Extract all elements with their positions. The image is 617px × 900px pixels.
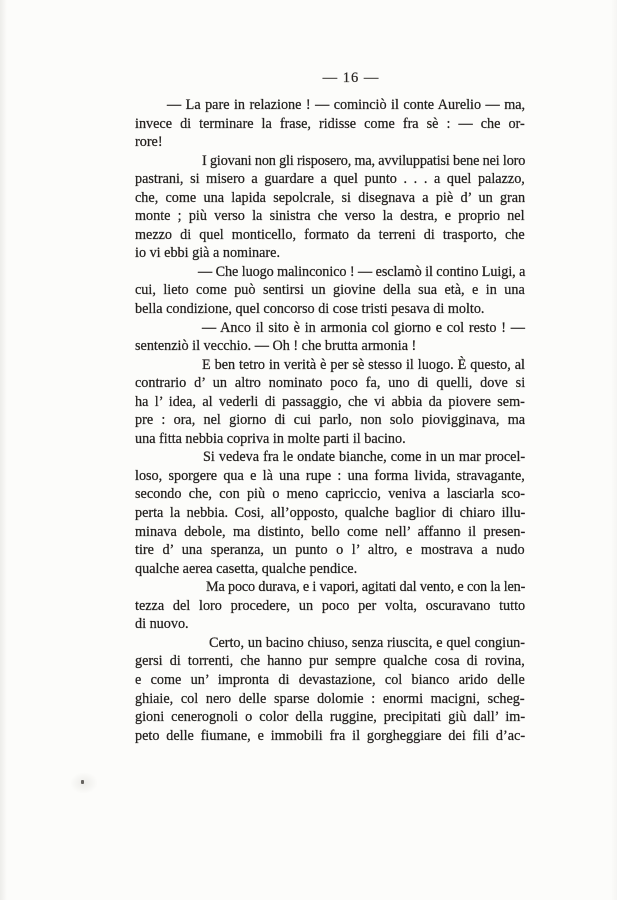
text-line — [135, 189, 525, 208]
text-line-content: peto delle fiumane, e immobili fra il gorgheggiare dei fili d’ac- — [135, 727, 526, 744]
text-line — [135, 467, 525, 486]
text-line — [135, 170, 525, 189]
text-line-content: — Che luogo malinconico ! — esclamò il contino Luigi, a — [198, 263, 526, 280]
text-line — [135, 263, 525, 282]
text-line — [135, 226, 525, 245]
text-line-content: di nuovo. — [135, 616, 189, 633]
scan-smudge — [70, 772, 98, 794]
text-line — [135, 541, 525, 560]
text-line-content: contrario d’ un altro nominato poco fa, uno di quelli, dove si — [135, 375, 526, 392]
text-line — [135, 615, 525, 634]
text-line-content: — Anco il sito è in armonia col giorno e col resto ! — — [202, 319, 525, 336]
text-line — [135, 560, 525, 579]
text-line-content: minava debole, ma distinto, bello come nell’ affanno il presen- — [135, 523, 526, 540]
text-line-content: cui, lieto come può sentirsi un giovine della sua età, e in una — [135, 282, 525, 299]
text-line — [135, 411, 525, 430]
text-line — [135, 727, 525, 746]
text-line-content: gersi di torrenti, che hanno pur sempre qualche cosa di rovina, — [135, 653, 525, 670]
text-line-content: rore! — [135, 134, 163, 151]
text-line — [135, 393, 525, 412]
text-line-content: una fitta nebbia copriva in molte parti il bacino. — [135, 430, 406, 447]
text-line-content: secondo che, con più o meno capriccio, veniva a lasciarla sco- — [135, 486, 525, 503]
text-line — [135, 207, 525, 226]
text-line-content: invece di terminare la frase, ridisse come fra sè : — che or- — [135, 115, 525, 132]
text-line-content: pre : ora, nel giorno di cui parlo, non solo piovigginava, ma — [135, 412, 526, 429]
text-line — [135, 578, 525, 597]
text-line-content: sentenziò il vecchio. — Oh ! che brutta armonia ! — [135, 338, 417, 355]
text-line — [135, 356, 525, 375]
text-line — [135, 96, 525, 115]
text-line-content: pastrani, si misero a guardare a quel punto . . . a quel palazzo, — [135, 171, 525, 188]
text-line-content: gioni cenerognoli o color della ruggine, precipitati giù dall’ im- — [135, 709, 526, 726]
text-line — [135, 300, 525, 319]
text-line — [135, 671, 525, 690]
text-line-content: e come un’ impronta di devastazione, col bianco arido delle — [135, 671, 525, 688]
text-line-content: ha l’ idea, al vederli di passaggio, che vi abbia da piovere sem- — [135, 393, 525, 410]
text-line-content: qualche aerea casetta, qualche pendice. — [135, 560, 358, 577]
text-line-content: Certo, un bacino chiuso, senza riuscita, e quel congiun- — [209, 634, 526, 651]
text-line — [135, 374, 525, 393]
text-line — [135, 504, 525, 523]
text-line — [135, 597, 525, 616]
text-line — [135, 448, 525, 467]
text-line — [135, 115, 525, 134]
text-line — [135, 690, 525, 709]
text-line — [135, 319, 525, 338]
text-line — [135, 244, 525, 263]
text-line-content: loso, sporgere qua e là una rupe : una forma livida, stravagante, — [135, 467, 525, 484]
page-text — [135, 96, 525, 745]
text-line-content: Si vedeva fra le ondate bianche, come in un mar procel- — [203, 449, 526, 466]
text-line — [135, 337, 525, 356]
text-line-content: tezza del loro procedere, un poco per volta, oscuravano tutto — [135, 597, 526, 614]
text-line — [135, 708, 525, 727]
text-line-content: tire d’ una speranza, un punto o l’ altro, e mostrava a nudo — [135, 542, 525, 559]
text-line-content: mezzo di quel monticello, formato da terreni di trasporto, che — [135, 226, 525, 243]
text-line-content: I giovani non gli risposero, ma, avviluppatisi bene nei loro — [202, 152, 526, 169]
text-line — [135, 133, 525, 152]
text-line-content: ghiaie, col nero delle sparse dolomie : enormi macigni, scheg- — [135, 690, 525, 707]
text-line — [135, 485, 525, 504]
text-line-content: che, come una lapida sepolcrale, si disegnava a piè d’ un gran — [135, 189, 526, 206]
text-line-content: monte ; più verso la sinistra che verso la destra, e proprio nel — [135, 208, 525, 225]
text-line — [135, 634, 525, 653]
text-line-content: io vi ebbi già a nominare. — [135, 245, 280, 262]
text-line-content: — La pare in relazione ! — cominciò il conte Aurelio — ma, — [167, 97, 526, 113]
text-line — [135, 281, 525, 300]
page-number: — 16 — — [322, 70, 380, 86]
text-line — [135, 523, 525, 542]
ink-speck — [81, 780, 84, 784]
text-line-content: Ma poco durava, e i vapori, agitati dal vento, e con la len- — [206, 579, 526, 596]
text-line-content: bella condizione, quel concorso di cose tristi pesava di molto. — [135, 301, 485, 318]
text-line — [135, 430, 525, 449]
text-line-content: perta la nebbia. Cosi, all’opposto, qualche baglior di chiaro illu- — [135, 505, 526, 522]
text-line — [135, 152, 525, 171]
text-line-content: E ben tetro in verità è per sè stesso il luogo. È questo, al — [202, 356, 525, 373]
text-line — [135, 652, 525, 671]
